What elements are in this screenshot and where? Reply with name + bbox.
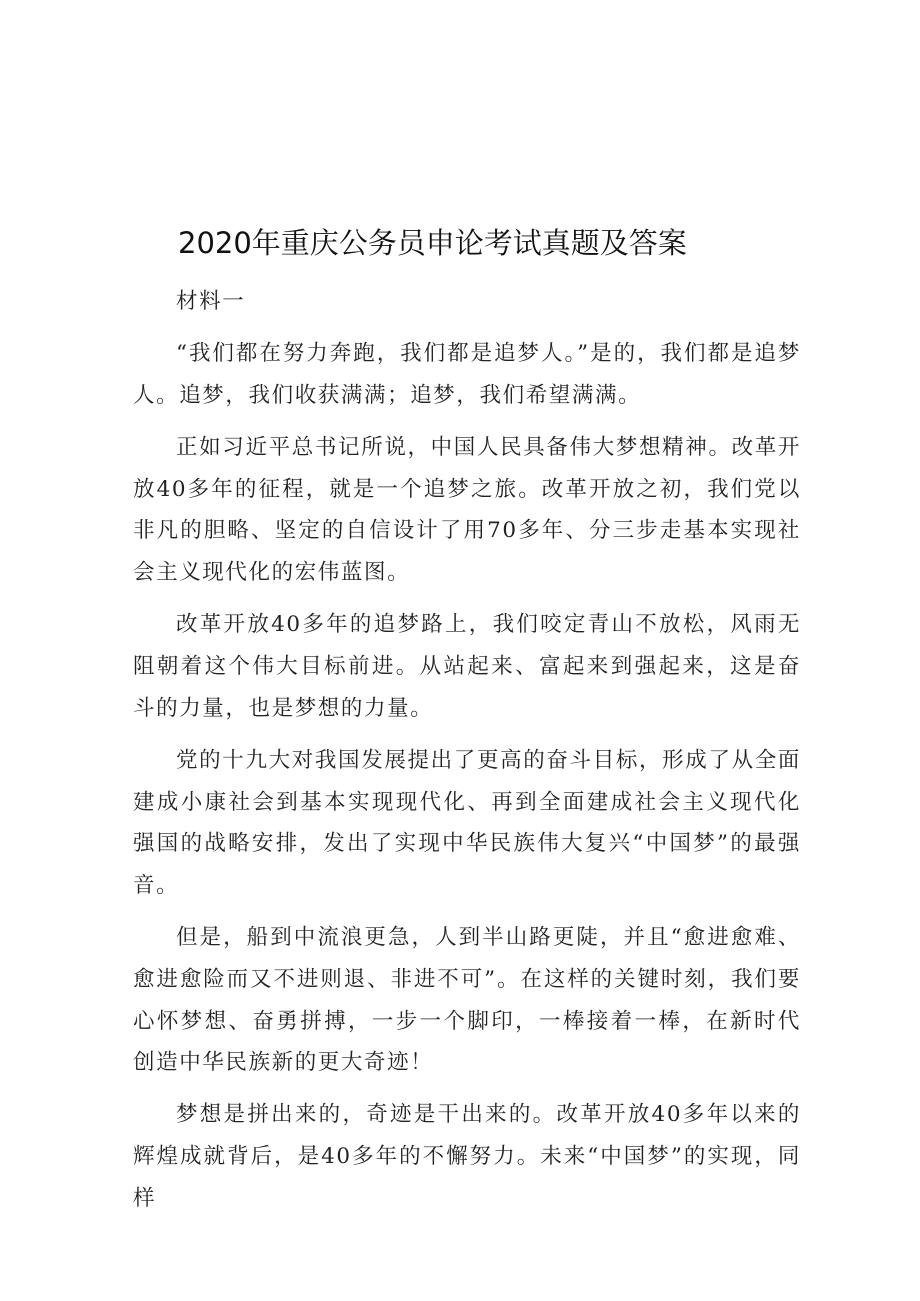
paragraph-2: 正如习近平总书记所说，中国人民具备伟大梦想精神。改革开放40多年的征程，就是一个追梦之旅。改革开放之初，我们党以非凡的胆略、坚定的自信设计了用70多年、分三步走基本实现社会主义现代化的宏伟蓝图。 (133, 434, 801, 586)
section-heading: 材料一 (176, 289, 246, 314)
document-body (133, 281, 801, 1230)
paragraph-5: 但是，船到中流浪更急，人到半山路更陡，并且“愈进愈难、愈进愈险而又不进则退、非进不可”。在这样的关键时刻，我们要心怀梦想、奋勇拼搏，一步一个脚印，一棒接着一棒，在新时代创造中华民族新的更大奇迹！ (133, 925, 801, 1076)
paragraph-4: 党的十九大对我国发展提出了更高的奋斗目标，形成了从全面建成小康社会到基本实现现代化、再到全面建成社会主义现代化强国的战略安排，发出了实现中华民族伟大复兴“中国梦”的最强音。 (133, 747, 801, 899)
document-title: 2020年重庆公务员申论考试真题及答案 (178, 226, 687, 260)
paragraph-1: “我们都在努力奔跑，我们都是追梦人。”是的，我们都是追梦人。追梦，我们收获满满；追梦，我们希望满满。 (133, 340, 801, 408)
paragraph-3: 改革开放40多年的追梦路上，我们咬定青山不放松，风雨无阻朝着这个伟大目标前进。从站起来、富起来到强起来，这是奋斗的力量，也是梦想的力量。 (133, 612, 801, 721)
paragraph-6: 梦想是拼出来的，奇迹是干出来的。改革开放40多年以来的辉煌成就背后，是40多年的不懈努力。未来“中国梦”的实现，同样 (133, 1102, 801, 1212)
